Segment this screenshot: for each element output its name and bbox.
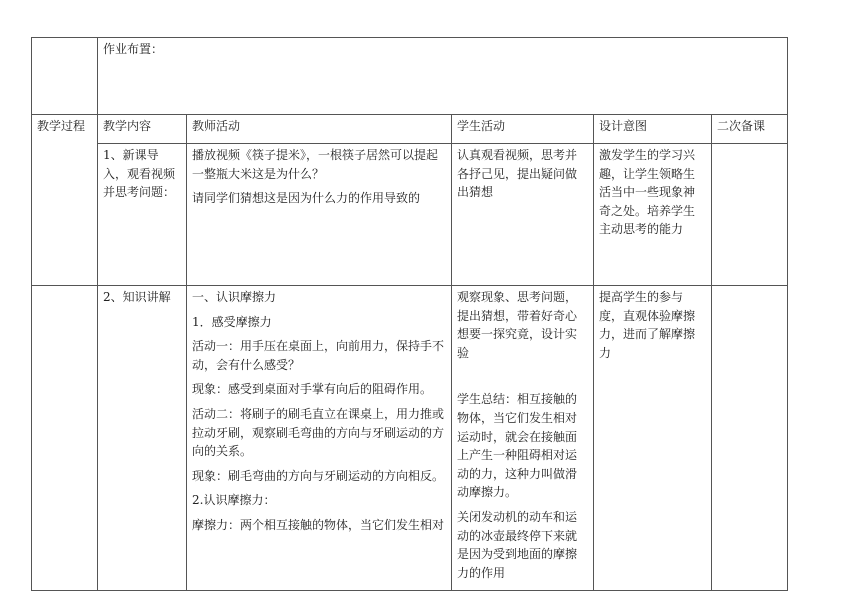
knowledge-teacher-line: 现象：感受到桌面对手掌有向后的阻碍作用。 xyxy=(192,382,433,397)
process-label: 教学过程 xyxy=(37,119,86,133)
knowledge-content: 2、知识讲解 xyxy=(98,286,187,591)
spacer xyxy=(457,368,588,390)
intro-student: 认真观看视频，思考并各抒己见，提出疑问做出猜想 xyxy=(452,144,594,286)
header-teacher: 教师活动 xyxy=(187,115,452,144)
header-revision: 二次备课 xyxy=(712,115,788,144)
intro-teacher-line: 请同学们猜想这是因为什么力的作用导致的 xyxy=(192,191,421,206)
knowledge-design: 提高学生的参与度，直观体验摩擦力，进而了解摩擦力 xyxy=(594,286,712,591)
intro-teacher xyxy=(187,144,452,286)
knowledge-teacher-line: 1．感受摩擦力 xyxy=(192,314,272,329)
knowledge-teacher xyxy=(187,286,452,591)
intro-teacher-line: 播放视频《筷子提米》，一根筷子居然可以提起一整瓶大米这是为什么？ xyxy=(192,148,439,181)
knowledge-student-para: 学生总结：相互接触的物体，当它们发生相对运动时，就会在接触面上产生一种阻碍相对运动的力，这种力叫做滑动摩擦力。 xyxy=(457,392,578,500)
knowledge-student-para: 关闭发动机的动车和运动的冰壶最终停下来就是因为受到地面的摩擦力的作用 xyxy=(457,509,578,580)
knowledge-teacher-line: 一、认识摩擦力 xyxy=(192,290,277,304)
intro-row xyxy=(32,144,788,286)
knowledge-teacher-line: 活动二：将刷子的刷毛直立在课桌上，用力推或拉动牙刷，观察刷毛弯曲的方向与牙刷运动的方向的关系。 xyxy=(192,406,445,459)
header-design: 设计意图 xyxy=(594,115,712,144)
knowledge-revision xyxy=(712,286,788,591)
knowledge-left-cell xyxy=(32,286,98,591)
homework-empty-cell xyxy=(32,38,98,115)
knowledge-teacher-line: 摩擦力：两个相互接触的物体，当它们发生相对 xyxy=(192,517,445,532)
header-student: 学生活动 xyxy=(452,115,594,144)
header-content: 教学内容 xyxy=(98,115,187,144)
knowledge-student-para: 观察现象、思考问题，提出猜想，带着好奇心想要一探究竟，设计实验 xyxy=(457,290,578,360)
homework-label: 作业布置： xyxy=(103,42,164,56)
knowledge-teacher-line: 现象：刷毛弯曲的方向与牙刷运动的方向相反。 xyxy=(192,468,445,483)
lesson-plan-table xyxy=(31,37,788,591)
table-header-row xyxy=(32,115,788,144)
intro-content: 1、新课导入，观看视频并思考问题： xyxy=(98,144,187,286)
intro-design: 激发学生的学习兴趣，让学生领略生活当中一些现象神奇之处。培养学生主动思考的能力 xyxy=(594,144,712,286)
intro-revision xyxy=(712,144,788,286)
knowledge-teacher-line: 2.认识摩擦力： xyxy=(192,493,276,508)
knowledge-row xyxy=(32,286,788,591)
knowledge-student xyxy=(452,286,594,591)
homework-cell xyxy=(98,38,788,115)
homework-row xyxy=(32,38,788,115)
knowledge-teacher-line: 活动一：用手压在桌面上，向前用力，保持手不动，会有什么感受？ xyxy=(192,339,445,372)
process-label-cell xyxy=(32,115,98,286)
